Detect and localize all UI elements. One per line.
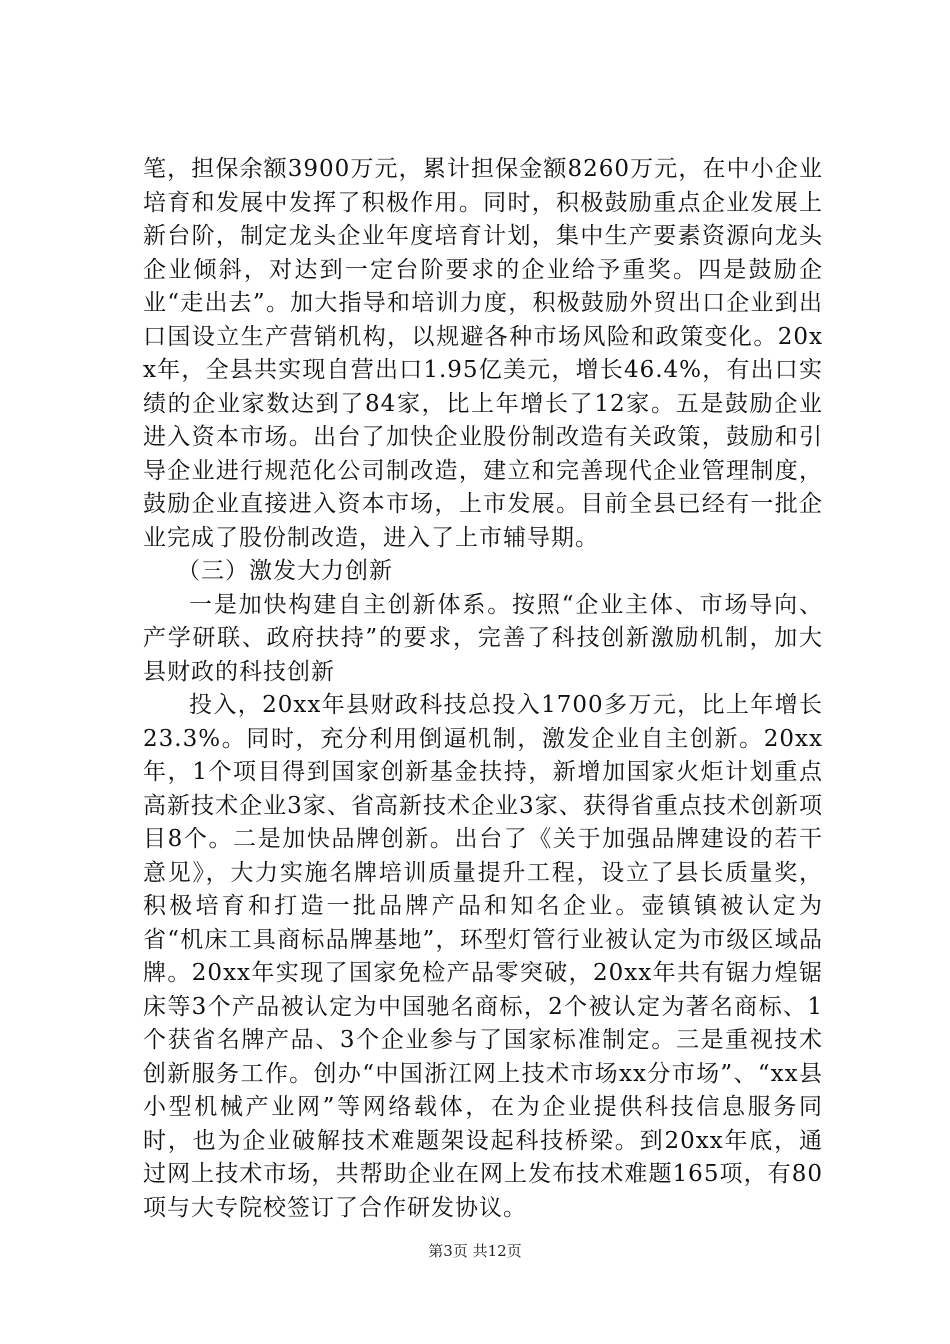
paragraph-continued: 笔，担保余额3900万元，累计担保金额8260万元，在中小企业培育和发展中发挥了积极作用。同时，积极鼓励重点企业发展上新台阶，制定龙头企业年度培育计划，集中生产要素资源向龙头企业倾斜，对达到一定台阶要求的企业给予重奖。四是鼓励企业“走出去”。加大指导和培训力度，积极鼓励外贸出口企业到出口国设立生产营销机构，以规避各种市场风险和政策变化。20xx年，全县共实现自营出口1.95亿美元，增长46.4%，有出口实绩的企业家数达到了84家，比上年增长了12家。五是鼓励企业进入资本市场。出台了加快企业股份制改造有关政策，鼓励和引导企业进行规范化公司制改造，建立和完善现代企业管理制度，鼓励企业直接进入资本市场，上市发展。目前全县已经有一批企业完成了股份制改造，进入了上市辅导期。 <box>143 156 823 551</box>
paragraph-innovation-detail: 投入，20xx年县财政科技总投入1700多万元，比上年增长23.3%。同时，充分利用倒逼机制，激发企业自主创新。20xx年，1个项目得到国家创新基金扶持，新增加国家火炬计划重点高新技术企业3家、省高新技术企业3家、获得省重点技术创新项目8个。二是加快品牌创新。出台了《关于加强品牌建设的若干意见》，大力实施名牌培训质量提升工程，设立了县长质量奖，积极培育和打造一批品牌产品和知名企业。壶镇镇被认定为省“机床工具商标品牌基地”，环型灯管行业被认定为市级区域品牌。20xx年实现了国家免检产品零突破，20xx年共有锯力煌锯床等3个产品被认定为中国驰名商标，2个被认定为著名商标、1个获省名牌产品、3个企业参与了国家标准制定。三是重视技术创新服务工作。创办“中国浙江网上技术市场xx分市场”、“xx县小型机械产业网”等网络载体，在为企业提供科技信息服务同时，也为企业破解技术难题架设起科技桥梁。到20xx年底，通过网上技术市场，共帮助企业在网上发布技术难题165项，有80项与大专院校签订了合作研发协议。 <box>143 692 823 1221</box>
document-body <box>143 153 823 1225</box>
paragraph-innovation-intro: 一是加快构建自主创新体系。按照“企业主体、市场导向、产学研联、政府扶持”的要求，完善了科技创新激励机制，加大县财政的科技创新 <box>143 591 823 685</box>
page-number-footer: 第3页 共12页 <box>428 1242 522 1260</box>
section-heading: （三）激发大力创新 <box>177 558 393 584</box>
